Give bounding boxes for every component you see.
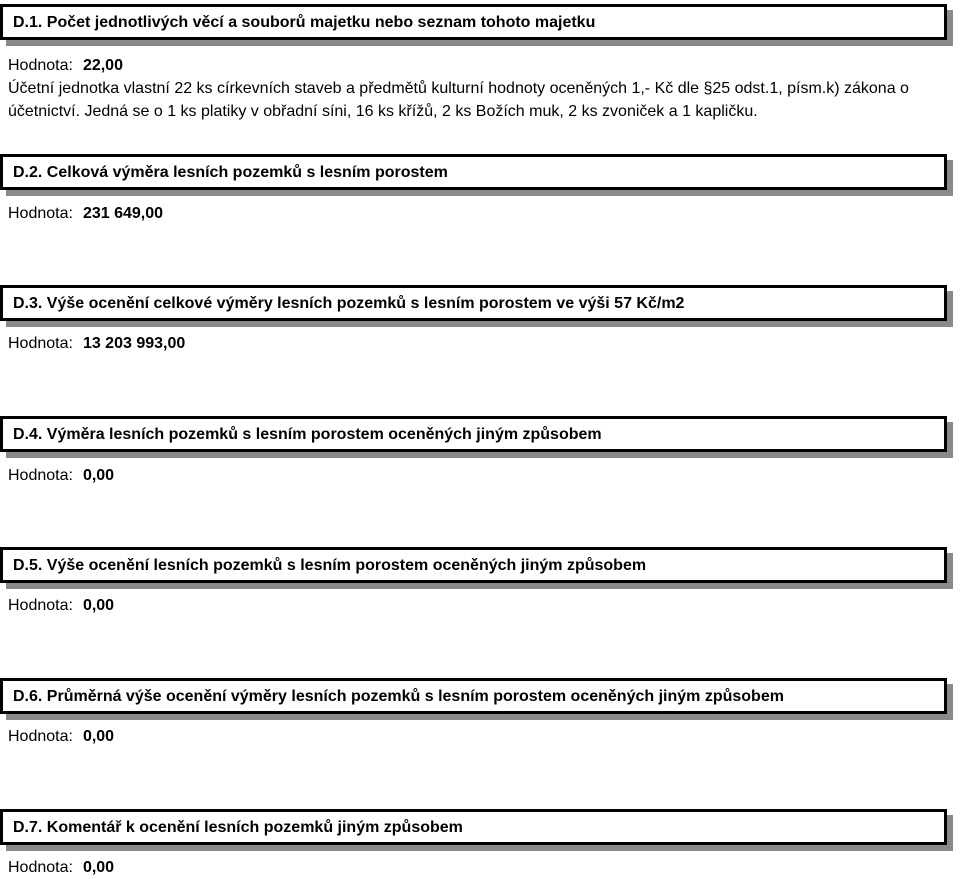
value-label: Hodnota:	[8, 335, 73, 352]
section-d5-value-row	[8, 597, 114, 615]
section-d7-title: D.7. Komentář k ocenění lesních pozemků jiným způsobem	[13, 819, 463, 836]
section-d6-value-row	[8, 728, 114, 746]
section-d4-value: 0,00	[82, 467, 115, 484]
section-d1-note: Účetní jednotka vlastní 22 ks církevních staveb a předmětů kulturní hodnoty oceněných 1,- Kč dle §25 odst.1, písm.k) zákona o účetnictví. Jedná se o 1 ks platiky v obřadní síni, 16 ks křížů, 2 ks Božích muk, 2 ks zvoniček a 1 kapličku.	[8, 80, 909, 120]
section-d7-value-row	[8, 859, 114, 877]
section-d3-header	[0, 285, 947, 321]
section-d1-value-row	[8, 57, 123, 75]
value-label: Hodnota:	[8, 859, 73, 876]
value-label: Hodnota:	[8, 597, 73, 614]
section-d1-title: D.1. Počet jednotlivých věcí a souborů majetku nebo seznam tohoto majetku	[13, 14, 596, 31]
value-label: Hodnota:	[8, 467, 73, 484]
section-d4-value-row	[8, 467, 114, 485]
section-d1-header	[0, 4, 947, 40]
section-d6-header	[0, 678, 947, 714]
value-label: Hodnota:	[8, 205, 73, 222]
section-d7-header	[0, 809, 947, 845]
section-d2-title: D.2. Celková výměra lesních pozemků s lesním porostem	[13, 164, 448, 181]
value-label: Hodnota:	[8, 728, 73, 745]
section-d6-value: 0,00	[82, 728, 115, 745]
section-d1-value: 22,00	[82, 57, 123, 74]
section-d5-value: 0,00	[82, 597, 115, 614]
section-d2-value-row	[8, 205, 163, 223]
section-d2-value: 231 649,00	[82, 205, 164, 222]
section-d3-title: D.3. Výše ocenění celkové výměry lesních pozemků s lesním porostem ve výši 57 Kč/m2	[13, 295, 685, 312]
section-d2-header	[0, 154, 947, 190]
section-d3-value: 13 203 993,00	[82, 335, 186, 352]
section-d5-header	[0, 547, 947, 583]
value-label: Hodnota:	[8, 57, 73, 74]
section-d4-header	[0, 416, 947, 452]
section-d7-value: 0,00	[82, 859, 115, 876]
section-d5-title: D.5. Výše ocenění lesních pozemků s lesním porostem oceněných jiným způsobem	[13, 557, 647, 574]
section-d6-title: D.6. Průměrná výše ocenění výměry lesních pozemků s lesním porostem oceněných jiným způsobem	[13, 688, 784, 705]
section-d3-value-row	[8, 335, 185, 353]
section-d4-title: D.4. Výměra lesních pozemků s lesním porostem oceněných jiným způsobem	[13, 426, 602, 443]
